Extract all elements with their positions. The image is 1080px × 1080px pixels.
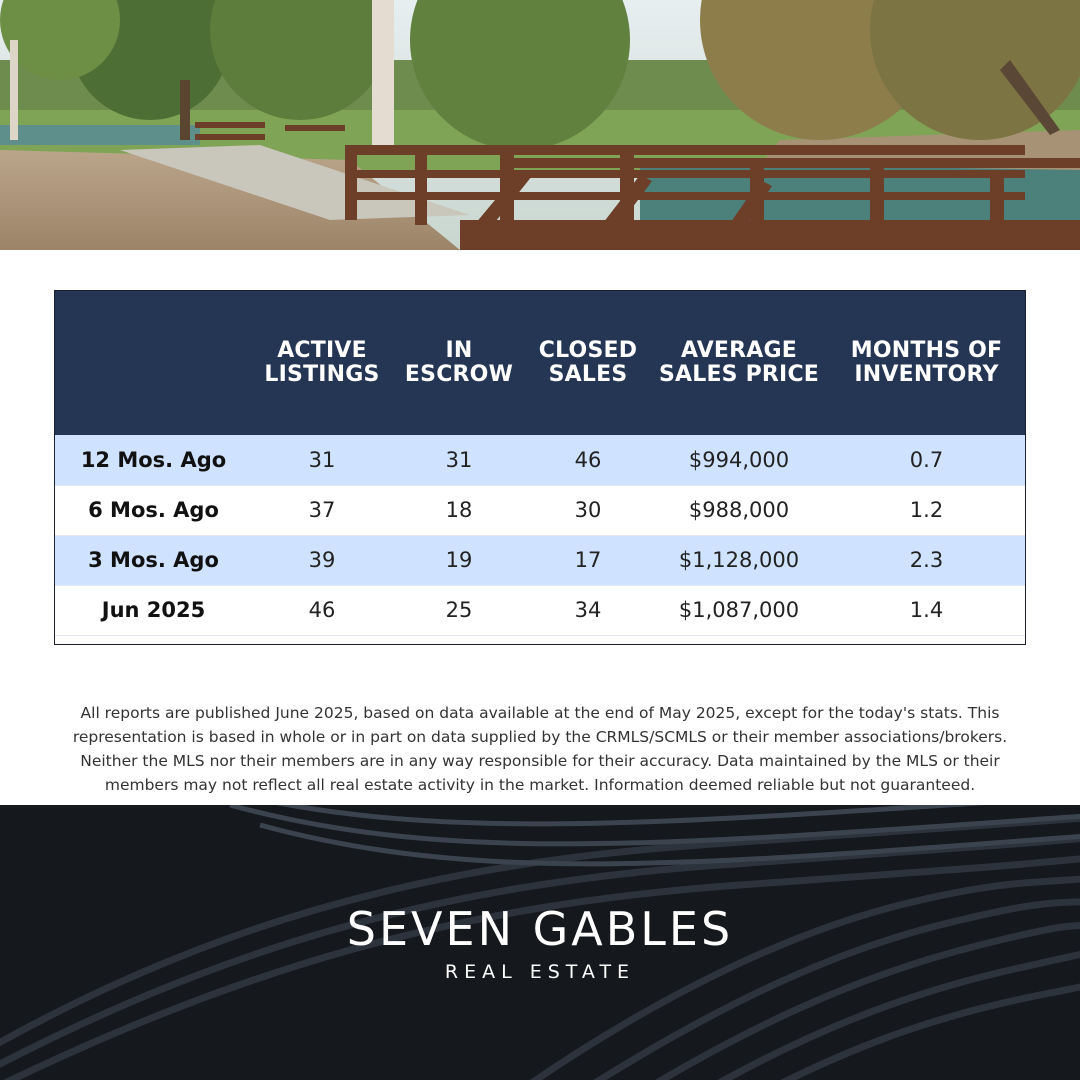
- cell-average-sales-price: $1,087,000: [650, 585, 828, 635]
- cell-in-escrow: 18: [392, 485, 526, 535]
- hero-photo: [0, 0, 1080, 250]
- cell-closed-sales: 46: [526, 435, 650, 485]
- header-average-sales-price: AVERAGE SALES PRICE: [658, 338, 820, 387]
- cell-active-listings: 31: [252, 435, 392, 485]
- cell-active-listings: 39: [252, 535, 392, 585]
- logo-tagline: REAL ESTATE: [444, 961, 636, 983]
- table-row: [55, 485, 1025, 535]
- header-in-escrow: IN ESCROW: [404, 338, 514, 387]
- cell-average-sales-price: $994,000: [650, 435, 828, 485]
- header-months-of-inventory: MONTHS OF INVENTORY: [850, 338, 1003, 387]
- header-empty-cell: [55, 291, 252, 435]
- cell-months-of-inventory: 1.4: [828, 585, 1025, 635]
- cell-closed-sales: 34: [526, 585, 650, 635]
- header-closed-sales: CLOSED SALES: [538, 338, 638, 387]
- cell-active-listings: 46: [252, 585, 392, 635]
- cell-average-sales-price: $1,128,000: [650, 535, 828, 585]
- cell-months-of-inventory: 1.2: [828, 485, 1025, 535]
- table-header-row: [55, 291, 1025, 435]
- data-disclaimer: All reports are published June 2025, based on data available at the end of May 2025, except for the today's stats. This representation is based in whole or in part on data supplied by the CRMLS/SCMLS or their member associations/brokers. Neither the MLS nor their members are in any way responsible for their accuracy. Data maintained by the MLS or their members may not reflect all real estate activity in the market. Information deemed reliable but not guaranteed.: [72, 703, 1008, 794]
- cell-in-escrow: 31: [392, 435, 526, 485]
- cell-in-escrow: 25: [392, 585, 526, 635]
- row-label: Jun 2025: [55, 585, 252, 635]
- table-row: [55, 585, 1025, 635]
- table-row: [55, 535, 1025, 585]
- logo-brand-name: SEVEN GABLES: [346, 902, 734, 956]
- row-label: 3 Mos. Ago: [55, 535, 252, 585]
- brand-footer: [0, 805, 1080, 1080]
- cell-in-escrow: 19: [392, 535, 526, 585]
- market-stats-table: [54, 290, 1026, 645]
- cell-average-sales-price: $988,000: [650, 485, 828, 535]
- cell-closed-sales: 17: [526, 535, 650, 585]
- table-row: [55, 435, 1025, 485]
- row-label: 6 Mos. Ago: [55, 485, 252, 535]
- row-label: 12 Mos. Ago: [55, 435, 252, 485]
- cell-closed-sales: 30: [526, 485, 650, 535]
- cell-months-of-inventory: 0.7: [828, 435, 1025, 485]
- cell-active-listings: 37: [252, 485, 392, 535]
- header-active-listings: ACTIVE LISTINGS: [264, 338, 380, 387]
- park-bridge-image: [0, 0, 1080, 250]
- seven-gables-logo: [0, 903, 1080, 983]
- cell-months-of-inventory: 2.3: [828, 535, 1025, 585]
